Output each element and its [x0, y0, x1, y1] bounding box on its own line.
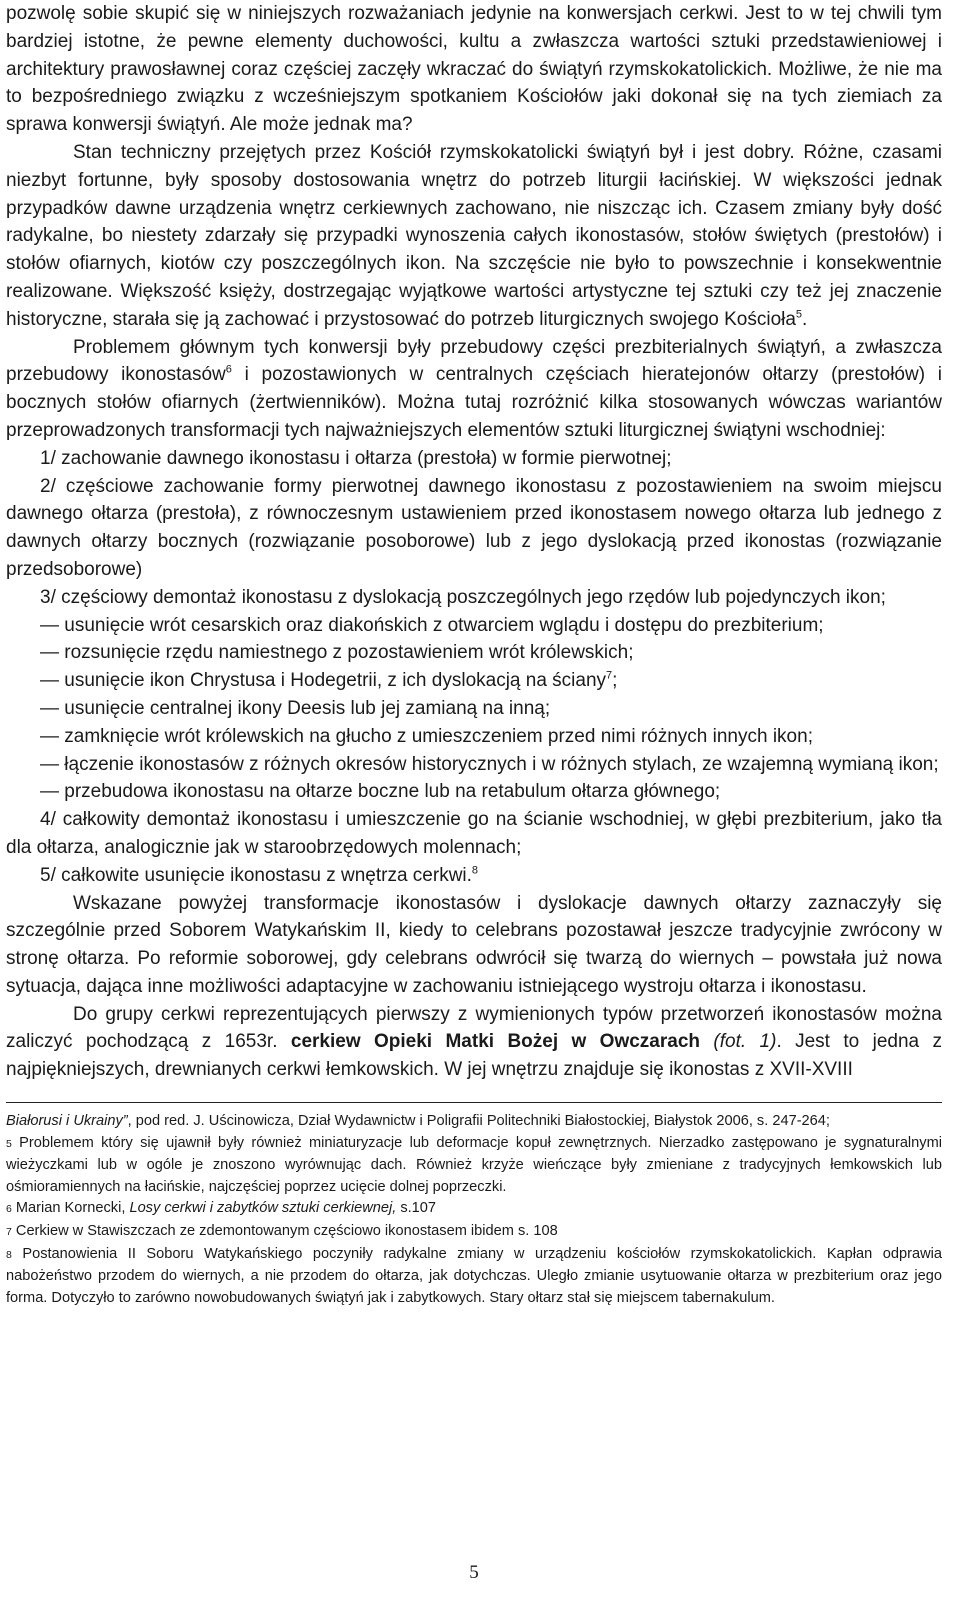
list-item-4-text: 4/ całkowity demontaż ikonostasu i umieszczenie go na ścianie wschodniej, w głębi prezbiterium, jako tła dla ołtarza, analogicznie jak w staroobrzędowych molennach; [6, 809, 942, 858]
footnote-ref-8[interactable]: 8 [471, 864, 479, 877]
dash-item-5 [6, 723, 942, 751]
list-item-5-text: 5/ całkowite usunięcie ikonostasu z wnętrza cerkwi. [40, 864, 472, 886]
footnote-continuation-text: , pod red. J. Uścinowicza, Dział Wydawnictw i Poligrafii Politechniki Białostockiej, Białystok 2006, s. 247-264; [127, 1113, 830, 1130]
footnote-ref-7[interactable]: 7 [606, 669, 613, 682]
footnote-ref-6[interactable]: 6 [225, 364, 232, 377]
dash-item-2-text: — rozsunięcie rzędu namiestnego z pozostawieniem wrót królewskich; [40, 642, 634, 664]
paragraph-owczary-text-b: . Jest to jedna z najpiękniejszych, drewnianych cerkwi łemkowskich. W jej wnętrzu znajduje się ikonostas z XVII-XVIII [6, 1031, 942, 1081]
dash-item-6-text: — łączenie ikonostasów z różnych okresów historycznych i w różnych stylach, ze wzajemną wymianą ikon; [40, 753, 939, 775]
footnote-6-author: Marian Kornecki, [11, 1200, 130, 1217]
footnote-5-text: Problemem który się ujawnił były również miniaturyzacje lub deformacje kopuł zewnętrznych. Nierzadko zastępowano je sygnaturalnymi wieżyczkami lub w ogóle je znoszono wyrównując dach. Również krzyże wieńczące były zmieniane z tradycyjnych łemkowskich lub ośmioramiennych na łacińskie, najczęściej poprzez ucięcie dolnej poprzeczki. [6, 1134, 942, 1195]
footnote-5-number: 5 [6, 1137, 12, 1150]
paragraph-owczary-text-a: Do grupy cerkwi reprezentujących pierwszy z wymienionych typów przetworzeń ikonostasów można zaliczyć pochodzącą z 1653r. [6, 1003, 942, 1053]
footnote-continuation [6, 1111, 942, 1133]
church-name: cerkiew Opieki Matki Bożej w Owczarach [290, 1031, 701, 1053]
paragraph-main-problem-text-b: i pozostawionych w centralnych częściach hieratejonów ołtarzy (prestołów) i bocznych stołów ofiarnych (żertwienników). Można tutaj rozróżnić kilka stosowanych wówczas wariantów przeprowadzonych transformacji tych najważniejszych elementów sztuki liturgicznej świątyni wschodniej: [6, 364, 942, 441]
dash-item-6 [6, 751, 942, 779]
dash-item-4 [6, 695, 942, 723]
list-item-4 [6, 806, 942, 862]
paragraph-transformations-text: Wskazane powyżej transformacje ikonostasów i dyslokacje dawnych ołtarzy zaznaczyły się szczególnie przed Soborem Watykańskim II, kiedy to celebrans pozostawał jeszcze tradycyjnie zwrócony w stronę ołtarza. Po reformie soborowej, gdy celebrans odwrócił się twarzą do wiernych – powstała już nowa sytuacja, dająca inne możliwości adaptacyjne w zachowaniu istniejącego wystroju ołtarza i ikonostasu. [6, 892, 942, 997]
period: . [802, 308, 808, 330]
footnote-6 [6, 1198, 942, 1221]
footnote-ref-5[interactable]: 5 [795, 308, 803, 321]
list-item-1 [6, 445, 942, 473]
dash-item-3-text: — usunięcie ikon Chrystusa i Hodegetrii, z ich dyslokacją na ściany [40, 670, 607, 692]
footnote-7 [6, 1221, 942, 1244]
paragraph-technical-state-text: Stan techniczny przejętych przez Kościół rzymskokatolicki świątyń był i jest dobry. Różne, czasami niezbyt fortunne, były sposoby dostosowania wnętrz do potrzeb liturgii łacińskiej. W większości jednak przypadków dawne urządzenia wnętrz cerkiewnych zachowano, nie niszcząc ich. Czasem zmiany były dość radykalne, bo niestety zdarzały się przypadki wynoszenia całych ikonostasów, stołów świętych (prestołów) i stołów ofiarnych, kiotów czy poszczególnych ikon. Na szczęście nie było to powszechnie i konsekwentnie realizowane. Większość księży, dostrzegając wyjątkowe wartości artystyczne tej sztuki czy też jej znaczenie historyczne, starała się ją zachować i przystosować do potrzeb liturgicznych swojego Kościoła [6, 141, 942, 330]
dash-item-2 [6, 639, 942, 667]
footnote-6-title: Losy cerkwi i zabytków sztuki cerkiewnej, [129, 1200, 397, 1217]
dash-item-3 [6, 667, 942, 695]
paragraph-transformations [6, 890, 942, 1001]
main-text [6, 0, 942, 1084]
page-content [6, 0, 942, 1309]
footnote-7-text: Cerkiew w Stawiszczach ze zdemontowanym częściowo ikonostasem ibidem s. 108 [11, 1223, 558, 1240]
page-number: 5 [469, 1562, 479, 1583]
dash-item-1 [6, 612, 942, 640]
footnote-8-text: Postanowienia II Soboru Watykańskiego poczyniły radykalne zmiany w urządzeniu kościołów rzymskokatolickich. Kapłan odprawia nabożeństwo przodem do wiernych, a nie przodem do ołtarza, jak dotychczas. Uległo zmianie usytuowanie ołtarza w prezbiterium oraz jego forma. Dotyczyło to zarówno nowobudowanych świątyń jak i zabytkowych. Stary ołtarz stał się miejscem tabernakulum. [6, 1245, 942, 1306]
footnote-continuation-title: Białorusi i Ukrainy” [6, 1113, 128, 1130]
dash-item-5-text: — zamknięcie wrót królewskich na głucho z umieszczeniem przed nimi różnych innych ikon; [40, 725, 813, 747]
paragraph-main-problem [6, 334, 942, 445]
footnote-7-number: 7 [6, 1226, 12, 1239]
dash-item-7-text: — przebudowa ikonostasu na ołtarze boczne lub na retabulum ołtarza głównego; [40, 781, 721, 803]
dash-item-1-text: — usunięcie wrót cesarskich oraz diakońskich z otwarciem wglądu i dostępu do prezbiterium; [40, 614, 824, 636]
footnote-6-page: s.107 [396, 1200, 437, 1217]
list-item-3 [6, 584, 942, 612]
dash-item-4-text: — usunięcie centralnej ikony Deesis lub jej zamianą na inną; [40, 697, 551, 719]
paragraph-main-problem-text-a: Problemem głównym tych konwersji były przebudowy części prezbiterialnych świątyń, a zwłaszcza przebudowy ikonostasów [6, 336, 942, 386]
list-item-5 [6, 862, 942, 890]
footnote-6-number: 6 [6, 1203, 12, 1216]
footnote-separator [6, 1102, 942, 1103]
paragraph-intro [6, 0, 942, 139]
footnote-8 [6, 1244, 942, 1310]
photo-reference: (fot. 1) [700, 1031, 777, 1053]
footnote-8-number: 8 [6, 1248, 12, 1261]
paragraph-technical-state [6, 139, 942, 334]
list-item-2-text: 2/ częściowe zachowanie formy pierwotnej dawnego ikonostasu z pozostawieniem na swoim miejscu dawnego ołtarza (prestoła), z równoczesnym ustawieniem przed ikonostasem nowego ołtarza lub jednego z dawnych ołtarzy bocznych (rozwiązanie posoborowe) lub z jego dyslokacją przed ikonostas (rozwiązanie przedsoborowe) [6, 475, 942, 580]
list-item-1-text: 1/ zachowanie dawnego ikonostasu i ołtarza (prestoła) w formie pierwotnej; [40, 447, 672, 469]
footnote-5 [6, 1133, 942, 1199]
semicolon: ; [612, 670, 618, 692]
dash-item-7 [6, 778, 942, 806]
list-item-3-text: 3/ częściowy demontaż ikonostasu z dyslokacją poszczególnych jego rzędów lub pojedynczych ikon; [40, 586, 886, 608]
footnotes [6, 1111, 942, 1309]
paragraph-owczary [6, 1001, 942, 1084]
paragraph-intro-text: pozwolę sobie skupić się w niniejszych rozważaniach jedynie na konwersjach cerkwi. Jest to w tej chwili tym bardziej istotne, że pewne elementy duchowości, kultu a zwłaszcza wartości sztuki przedstawieniowej i architektury prawosławnej coraz częściej zaczęły wkraczać do świątyń rzymskokatolickich. Możliwe, że nie ma to bezpośredniego związku z wcześniejszym spotkaniem Kościołów jaki dokonał się na tych ziemiach za sprawa konwersji świątyń. Ale może jednak ma? [6, 3, 942, 136]
list-item-2 [6, 473, 942, 584]
